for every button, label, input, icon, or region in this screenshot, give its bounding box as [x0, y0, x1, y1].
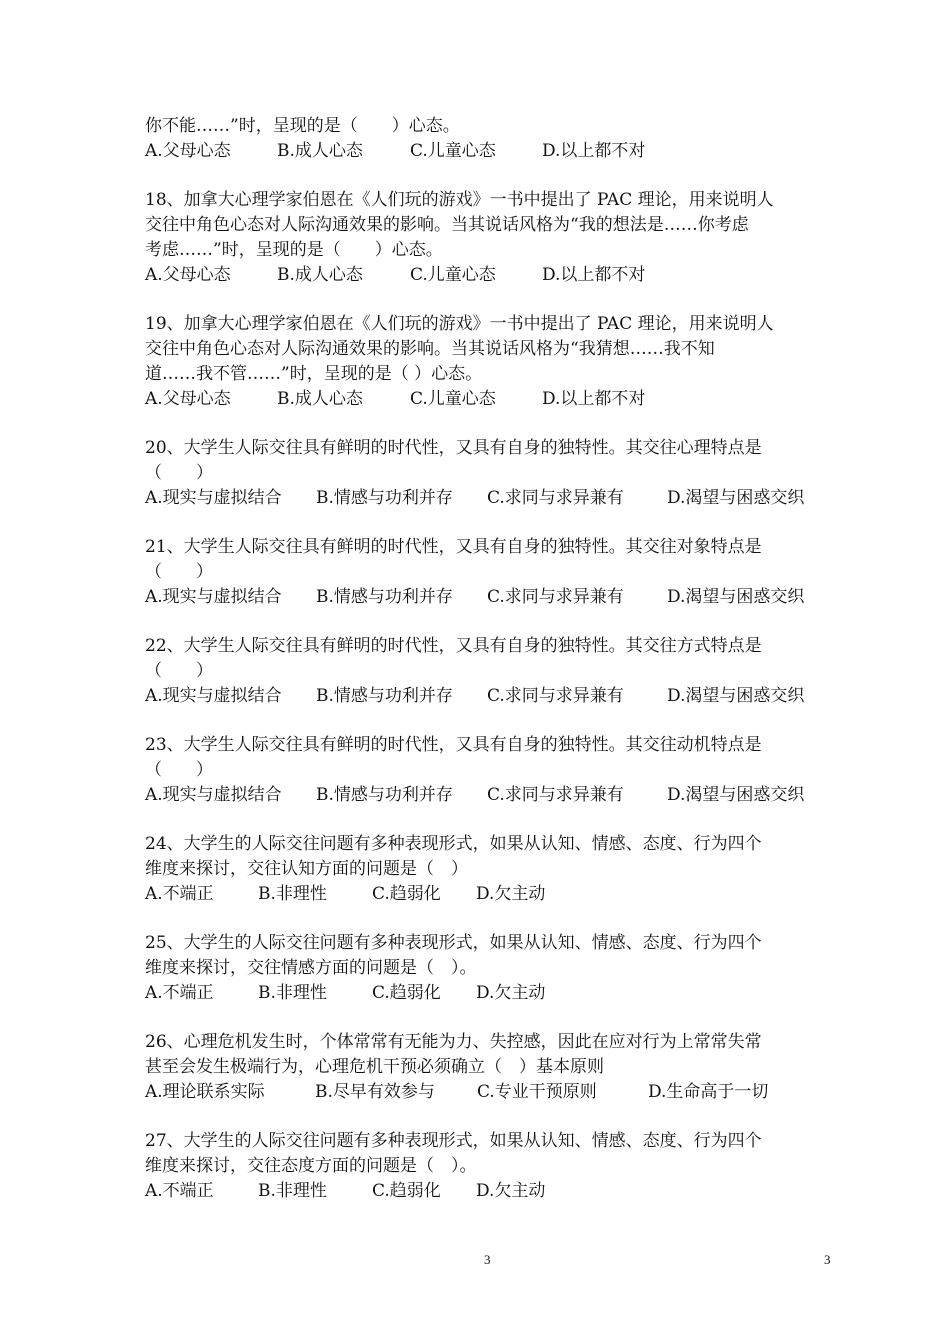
question-26 — [145, 1030, 835, 1105]
option-c: C.趋弱化 — [372, 983, 441, 1003]
question-text: 维度来探讨，交往认知方面的问题是（ ） — [145, 859, 468, 879]
option-b: B.成人心态 — [277, 141, 363, 161]
option-d: D.欠主动 — [476, 1181, 546, 1201]
question-24 — [145, 832, 835, 907]
question-18 — [145, 188, 835, 288]
question-text: 甚至会发生极端行为，心理危机干预必须确立（ ）基本原则 — [145, 1057, 604, 1077]
question-text: 26、心理危机发生时，个体常常有无能为力、失控感，因此在应对行为上常常失常 — [145, 1032, 762, 1052]
question-text: 23、大学生人际交往具有鲜明的时代性，又具有自身的独特性。其交往动机特点是 — [145, 735, 762, 755]
option-c: C.求同与求异兼有 — [487, 785, 624, 805]
option-a: A.现实与虚拟结合 — [145, 488, 282, 508]
option-c: C.求同与求异兼有 — [487, 587, 624, 607]
answer-options — [145, 1080, 835, 1105]
question-20 — [145, 436, 835, 511]
question-text: （ ） — [145, 562, 213, 582]
question-text: 20、大学生人际交往具有鲜明的时代性，又具有自身的独特性。其交往心理特点是 — [145, 438, 762, 458]
question-19 — [145, 312, 835, 412]
option-b: B.成人心态 — [277, 265, 363, 285]
question-text: （ ） — [145, 760, 213, 780]
option-d: D.以上都不对 — [542, 265, 646, 285]
question-text: 交往中角色心态对人际沟通效果的影响。当其说话风格为“我猜想……我不知 — [145, 339, 715, 359]
question-text: （ ） — [145, 463, 213, 483]
question-25 — [145, 931, 835, 1006]
answer-options — [145, 1179, 835, 1204]
question-27 — [145, 1129, 835, 1204]
question-text: 18、加拿大心理学家伯恩在《人们玩的游戏》一书中提出了 PAC 理论，用来说明人 — [145, 190, 774, 210]
answer-options — [145, 585, 835, 610]
option-d: D.欠主动 — [476, 983, 546, 1003]
option-a: A.不端正 — [145, 983, 214, 1003]
option-c: C.专业干预原则 — [477, 1082, 597, 1102]
option-b: B.情感与功利并存 — [316, 785, 453, 805]
answer-options — [145, 981, 835, 1006]
question-17-tail — [145, 114, 835, 164]
question-text: （ ） — [145, 661, 213, 681]
option-b: B.非理性 — [258, 1181, 327, 1201]
answer-options — [145, 882, 835, 907]
option-a: A.父母心态 — [145, 265, 231, 285]
option-c: C.求同与求异兼有 — [487, 488, 624, 508]
option-a: A.父母心态 — [145, 141, 231, 161]
question-text: 你不能……”时，呈现的是（ ）心态。 — [145, 116, 460, 136]
question-23 — [145, 733, 835, 808]
option-b: B.成人心态 — [277, 389, 363, 409]
option-d: D.渴望与困惑交织 — [667, 587, 805, 607]
question-text: 22、大学生人际交往具有鲜明的时代性，又具有自身的独特性。其交往方式特点是 — [145, 636, 762, 656]
option-d: D.以上都不对 — [542, 141, 646, 161]
page-number-center: 3 — [484, 1252, 491, 1267]
option-c: C.儿童心态 — [410, 389, 496, 409]
option-a: A.现实与虚拟结合 — [145, 686, 282, 706]
option-a: A.现实与虚拟结合 — [145, 587, 282, 607]
option-d: D.欠主动 — [476, 884, 546, 904]
option-b: B.情感与功利并存 — [316, 587, 453, 607]
answer-options — [145, 486, 835, 511]
question-text: 21、大学生人际交往具有鲜明的时代性，又具有自身的独特性。其交往对象特点是 — [145, 537, 762, 557]
question-text: 交往中角色心态对人际沟通效果的影响。当其说话风格为“我的想法是……你考虑 — [145, 215, 749, 235]
option-b: B.非理性 — [258, 983, 327, 1003]
option-b: B.情感与功利并存 — [316, 686, 453, 706]
answer-options — [145, 684, 835, 709]
option-c: C.儿童心态 — [410, 141, 496, 161]
question-text: 维度来探讨，交往态度方面的问题是（ ）。 — [145, 1156, 477, 1176]
option-c: C.趋弱化 — [372, 884, 441, 904]
option-a: A.不端正 — [145, 884, 214, 904]
question-text: 道……我不管……”时，呈现的是（ ）心态。 — [145, 364, 483, 384]
option-d: D.渴望与困惑交织 — [667, 488, 805, 508]
question-text: 24、大学生的人际交往问题有多种表现形式，如果从认知、情感、态度、行为四个 — [145, 834, 762, 854]
question-text: 27、大学生的人际交往问题有多种表现形式，如果从认知、情感、态度、行为四个 — [145, 1131, 762, 1151]
option-c: C.求同与求异兼有 — [487, 686, 624, 706]
option-d: D.生命高于一切 — [648, 1082, 769, 1102]
answer-options — [145, 783, 835, 808]
option-a: A.理论联系实际 — [145, 1082, 265, 1102]
option-b: B.非理性 — [258, 884, 327, 904]
answer-options — [145, 263, 835, 288]
option-b: B.尽早有效参与 — [315, 1082, 435, 1102]
option-c: C.趋弱化 — [372, 1181, 441, 1201]
option-c: C.儿童心态 — [410, 265, 496, 285]
question-text: 考虑……”时，呈现的是（ ）心态。 — [145, 240, 443, 260]
option-b: B.情感与功利并存 — [316, 488, 453, 508]
question-22 — [145, 634, 835, 709]
option-d: D.渴望与困惑交织 — [667, 785, 805, 805]
page-number-right: 3 — [824, 1252, 831, 1267]
answer-options — [145, 387, 835, 412]
question-text: 19、加拿大心理学家伯恩在《人们玩的游戏》一书中提出了 PAC 理论，用来说明人 — [145, 314, 774, 334]
option-d: D.渴望与困惑交织 — [667, 686, 805, 706]
option-a: A.不端正 — [145, 1181, 214, 1201]
question-text: 维度来探讨，交往情感方面的问题是（ ）。 — [145, 958, 477, 978]
question-21 — [145, 535, 835, 610]
question-text: 25、大学生的人际交往问题有多种表现形式，如果从认知、情感、态度、行为四个 — [145, 933, 762, 953]
option-a: A.现实与虚拟结合 — [145, 785, 282, 805]
option-d: D.以上都不对 — [542, 389, 646, 409]
document-body — [145, 114, 835, 1228]
answer-options — [145, 139, 835, 164]
option-a: A.父母心态 — [145, 389, 231, 409]
